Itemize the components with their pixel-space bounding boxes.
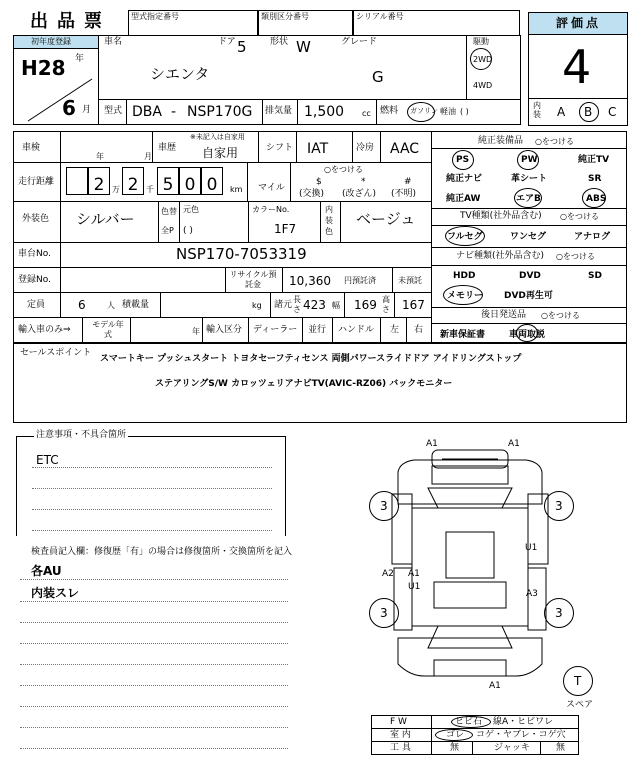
width: 169 — [354, 298, 377, 312]
notes-frame — [16, 436, 286, 536]
interior-color: ベージュ — [356, 210, 416, 228]
car-name: シエンタ — [150, 65, 210, 83]
km-unit: km — [230, 185, 243, 194]
legend-tools-label: 工 具 — [390, 743, 411, 753]
grade-label: グレード — [341, 37, 378, 47]
shape: W — [296, 38, 311, 56]
drive-option-2wd: 2WD — [473, 55, 493, 64]
recycle-unit: 円預託済 — [344, 276, 376, 285]
exterior-color: シルバー — [76, 210, 135, 228]
page-title: 出品票 — [30, 11, 111, 32]
navi-sd: SD — [588, 271, 602, 281]
width-label: 幅 — [332, 301, 340, 310]
import-type-dealer: ディーラー — [253, 325, 298, 335]
tire-rl: 3 — [380, 606, 388, 620]
sales-points-line-2: ステアリングS/W カロッツェリアナビTV(AVIC-RZ06) バックモニター — [155, 379, 453, 389]
legend-interior-option-2: コゲ・ヤブレ・コゲ穴 — [476, 730, 566, 740]
reg-month: 6 — [62, 96, 76, 120]
mileage-digit-1: 2 — [127, 175, 139, 195]
drive-option-4wd: 4WD — [473, 81, 493, 90]
meter-option-exchange-mark: $ — [316, 177, 322, 187]
mark-right-u1: U1 — [525, 543, 538, 553]
handle-right: 右 — [414, 325, 424, 335]
original-color-paren: ( ) — [183, 226, 193, 236]
displacement-unit: cc — [362, 109, 371, 118]
meter-option-unknown: (不明) — [391, 189, 417, 199]
mark-front-left: A1 — [426, 439, 438, 449]
genuine-label: 純正装備品 — [478, 136, 524, 146]
navi-type-label: ナビ種類(社外品含む) — [456, 251, 545, 261]
fuel-other: ( ) — [460, 107, 469, 116]
mark-right-a3: A3 — [526, 589, 538, 599]
inspection-label: 車検 — [22, 143, 41, 153]
history-value: 自家用 — [202, 146, 239, 160]
eq-sr: SR — [588, 174, 602, 184]
shift-value: IAT — [307, 141, 329, 157]
interior-option-c: C — [608, 105, 617, 119]
later-mark-note: ○をつける — [541, 311, 580, 320]
legend-interior-label: 室 内 — [390, 730, 411, 740]
legend-jack-label: ジャッキ — [494, 743, 530, 753]
spare-mark: T — [574, 674, 582, 688]
doors: 5 — [237, 38, 247, 56]
height: 167 — [402, 298, 425, 312]
later-shipment-label: 後日発送品 — [481, 310, 527, 320]
ac-label: 冷房 — [356, 143, 375, 153]
history-label: 車歴 — [158, 143, 177, 153]
eq-ps: PS — [456, 155, 470, 165]
not-deposited-label: 未預託 — [398, 276, 422, 285]
tire-rr: 3 — [555, 606, 563, 620]
chassis-label: 車台No. — [18, 249, 51, 259]
mile-label: マイル — [258, 183, 285, 193]
mark-front-right: A1 — [508, 439, 520, 449]
eq-genuine-aw: 純正AW — [446, 194, 481, 204]
eq-airbag: エアB — [516, 194, 541, 204]
ac-value: AAC — [390, 141, 420, 157]
mileage-label: 走行距離 — [18, 177, 55, 187]
meter-mark-note: ○をつける — [324, 165, 363, 174]
eq-pw: PW — [521, 155, 538, 165]
shift-label: シフト — [266, 143, 294, 153]
recycle-label: リサイクル預託金 — [229, 270, 277, 289]
color-change-label: 色替 — [161, 207, 177, 216]
parallel-label: 並行 — [308, 325, 327, 335]
serial-number-label: シリアル番号 — [356, 12, 404, 21]
capacity-unit: 人 — [107, 301, 115, 310]
mileage-digit-3: 0 — [184, 175, 196, 195]
dims-label: 諸元 — [274, 300, 293, 310]
exterior-color-label: 外装色 — [22, 214, 50, 224]
height-label: 高さ — [382, 295, 390, 314]
all-p-label: 全P — [161, 226, 174, 235]
meter-option-tamper-mark: * — [361, 177, 366, 187]
reg-no-label: 登録No. — [18, 275, 51, 285]
legend-tools-right: 無 — [556, 743, 566, 753]
import-type-label: 輸入区分 — [206, 325, 243, 335]
tire-fl: 3 — [380, 499, 388, 513]
type-prefix: DBA — [132, 104, 162, 120]
meter-option-tamper: (改ざん) — [342, 189, 377, 199]
meter-option-exchange: (交換) — [299, 189, 325, 199]
tv-type-label: TV種類(社外品含む) — [460, 211, 542, 221]
color-no: 1F7 — [274, 222, 297, 236]
type-code: NSP170G — [187, 104, 253, 120]
defects-label: 注意事項・不具合箇所 — [36, 430, 127, 440]
meter-option-unknown-mark: # — [404, 177, 412, 187]
inspector-note-2: 内装スレ — [31, 586, 80, 600]
car-name-label: 車名 — [104, 37, 123, 47]
navi-dvd: DVD — [519, 271, 541, 281]
load-label: 積載量 — [122, 300, 150, 310]
model-year-label: モデル年式 — [92, 320, 124, 339]
interior-color-label: 内装色 — [325, 205, 333, 236]
navi-dvd-playback: DVD再生可 — [504, 291, 553, 301]
navi-mark-note: ○をつける — [556, 252, 595, 261]
navi-memory: メモリー — [447, 291, 484, 301]
inspection-year-unit: 年 — [96, 152, 104, 161]
legend-fw-option-2: 線A・ヒビワレ — [493, 717, 554, 727]
model-year-unit: 年 — [192, 327, 200, 336]
tv-fullseg: フルセグ — [447, 232, 483, 242]
sales-points-label: セールスポイント — [20, 348, 92, 358]
eq-leather-seat: 革シート — [511, 174, 548, 184]
tv-oneseg: ワンセグ — [510, 232, 547, 242]
tire-fr: 3 — [555, 499, 563, 513]
chassis-no: NSP170-7053319 — [176, 245, 307, 263]
inspection-month-unit: 月 — [144, 152, 152, 161]
eq-genuine-navi: 純正ナビ — [446, 174, 483, 184]
mileage-digit-4: 0 — [206, 175, 218, 195]
mileage-digit-0: 2 — [93, 175, 105, 195]
drive-label: 駆動 — [473, 37, 489, 46]
displacement: 1,500 — [304, 104, 345, 120]
model-designation-label: 型式指定番号 — [131, 12, 179, 21]
interior-rating-label: 内装 — [533, 101, 541, 119]
rating-label: 評価点 — [556, 16, 602, 30]
interior-option-a: A — [557, 105, 566, 119]
capacity: 6 — [78, 298, 86, 312]
length: 423 — [303, 298, 326, 312]
original-color-label: 元色 — [183, 205, 199, 214]
type-label: 型式 — [104, 106, 123, 116]
inspector-label: 検査員記入欄：修復歴「有」の場合は修復箇所・交換箇所を記入 — [31, 547, 293, 557]
handle-left: 左 — [390, 325, 400, 335]
category-number-label: 類別区分番号 — [261, 12, 309, 21]
later-manual: 車両取説 — [509, 330, 546, 340]
mileage-cell-0 — [66, 167, 88, 195]
rating-score: 4 — [562, 40, 592, 94]
type-dash: - — [171, 104, 177, 120]
mark-rear-a1: A1 — [489, 681, 501, 691]
legend-fw-label: F W — [390, 717, 407, 727]
handle-label: ハンドル — [338, 325, 375, 335]
man-unit: 万 — [112, 185, 120, 194]
reg-month-unit: 月 — [82, 105, 92, 115]
later-warranty: 新車保証書 — [440, 330, 486, 340]
displacement-label: 排気量 — [265, 106, 293, 116]
sales-points-line-1: スマートキー プッシュスタート トヨタセーフティセンス 両側パワースライドドア アイドリングストップ — [100, 354, 522, 364]
mark-left-a1: A1 — [408, 569, 420, 579]
import-label: 輸入車のみ⇒ — [18, 325, 71, 335]
interior-option-b: B — [584, 105, 593, 119]
genuine-mark-note: ○をつける — [535, 137, 574, 146]
load-unit: kg — [252, 301, 262, 310]
fuel-label: 燃料 — [380, 106, 399, 116]
reg-year-unit: 年 — [75, 54, 85, 64]
fuel-gasoline: ガソリン — [410, 107, 438, 115]
color-no-label: カラーNo. — [252, 205, 290, 214]
sen-unit: 千 — [146, 185, 154, 194]
length-label: 長さ — [293, 295, 301, 314]
inspector-note-1: 各AU — [31, 564, 62, 578]
legend-fw-option-1: ヒビ石 — [455, 717, 483, 727]
door-label: ドア — [218, 37, 236, 47]
capacity-label: 定員 — [27, 300, 46, 310]
mark-left-a2: A2 — [382, 569, 394, 579]
defect-1: ETC — [36, 453, 59, 467]
eq-genuine-tv: 純正TV — [578, 155, 610, 165]
first-reg-label: 初年度登録 — [31, 37, 71, 46]
tv-mark-note: ○をつける — [560, 212, 599, 221]
eq-abs: ABS — [586, 194, 607, 204]
mileage-digit-2: 5 — [162, 175, 174, 195]
fuel-light-oil: 軽油 — [440, 107, 456, 116]
tv-analog: アナログ — [574, 232, 611, 242]
history-note: ※未記入は自家用 — [190, 133, 245, 141]
spare-label: スペア — [566, 700, 594, 710]
car-diagram — [370, 439, 570, 688]
recycle-amount: 10,360 — [289, 274, 331, 288]
shape-label: 形状 — [270, 37, 289, 47]
legend-interior-option-1: ゴレ — [446, 730, 465, 740]
reg-year: H28 — [21, 56, 66, 80]
navi-hdd: HDD — [453, 271, 476, 281]
grade: G — [372, 68, 384, 86]
mark-left-u1: U1 — [408, 582, 421, 592]
legend-tools-left: 無 — [450, 743, 460, 753]
